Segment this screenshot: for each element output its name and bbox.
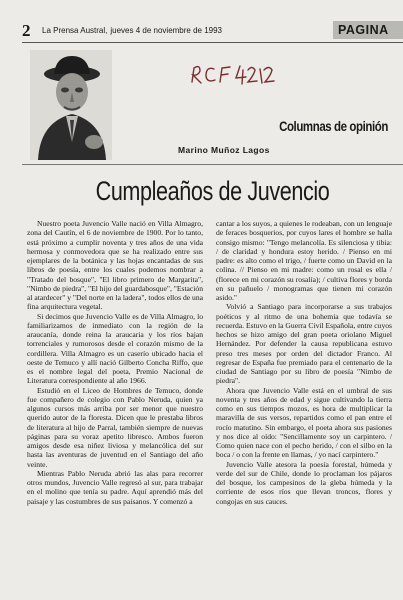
author-name: Marino Muñoz Lagos	[178, 145, 270, 155]
paragraph: Ahora que Juvencio Valle está en el umbral de sus noventa y tres años de edad y sigue cultivando la tierra como en sus tiempos mozos, es hora de multiplicar la maravilla de sus versos, repartidos como el pan entre el rocío matutino. Sin embargo, el poeta ahora sus pasiones y nos dice al oído: "Sencillamente soy un carpintero. / Como quien nace con el pecho herido, / con el silbo en la boca / o con la frente en llamas, / yo nací carpintero."	[216, 385, 392, 460]
handwritten-archive-stamp	[184, 52, 276, 92]
author-photo	[30, 50, 112, 160]
paragraph: Volvió a Santiago para incorporarse a sus trabajos poéticos y al ritmo de una bohemia que todavía se recuerda. Estuvo en la Guerra Civil Española, entre cuyos hechos se hizo amigo del gran poeta oriolano Miguel Hernández. Por defender la causa republicana estuvo preso tres meses por orden del dictador Franco. Al regresar de España fue premiado para el centenario de la ciudad de Santiago por su libro de poesía "Nimbo de piedra".	[216, 302, 392, 386]
paragraph: Mientras Pablo Neruda abrió las alas para recorrer otros mundos, Juvencio Valle regresó al sur, para trabajar en el molino que tenía su padre. Aquí aprendió más del paisaje y las costumbres de sus paisanos. Y comenzó a	[27, 468, 203, 506]
section-divider	[22, 164, 403, 165]
publication-line	[42, 26, 225, 36]
header-divider	[22, 42, 403, 43]
section-label: PAGINA	[333, 21, 403, 39]
paragraph: Nuestro poeta Juvencio Valle nació en Villa Almagro, zona del Cautín, el 6 de noviembre de 1900. Por lo tanto, está próximo a cumplir noventa y tres años de una vida hermosa y conmovedora que se ha realizado entre sus ejemplares de la botánica y las hojas encantadas de sus libros de poesía, entre los cuales podemos nombrar a "Tratado del bosque", "El libro primero de Margarita", "Nimbo de piedra", "El hijo del guardabosque", "Estación al atardecer" y "Del norte en la ladera", todos ellos de una fina arquitectura vegetal.	[27, 219, 203, 312]
newspaper-name: La Prensa Austral,	[42, 26, 108, 35]
article-column-right	[216, 219, 392, 506]
paragraph: Juvencio Valle atesora la poesía forestal, húmeda y verde del sur de Chile, donde lo proclaman los pájaros del bosque, los campesinos de la gleba húmeda y la corriente de esos ríos que llevan troncos, flores y congojas en sus cauces.	[216, 459, 392, 506]
paragraph: cantar a los suyos, a quienes le rodeaban, con un lenguaje de feraces bosquerios, por cuyos lares el hombre se halla consigo mismo: "Tengo melancolía. Es silenciosa y tibia: / de claridad y hondura estoy herido. / Pienso en mi padre: es alto como el trigo, / fuerte como un David en la colina. // Pienso en mi madre: como un rosal es ella / (florece en mi corazón su rosalía); / cultiva flores y borda en su pañuelo / monogramas que tienen mi corazón asido."	[216, 219, 392, 302]
page-number: 2	[22, 21, 31, 40]
page-header	[22, 21, 403, 40]
paragraph: Estudió en el Liceo de Hombres de Temuco, donde fue compañero de colegio con Pablo Neruda, quien ya algunos cursos más arriba por ser menor que nuestro querido autor de la floresta. Dicen que le prestaba libros de literatura al hijo de Parral, también siempre de nuevas páginas para su voraz apetito libresco. Ambos fueron amigos desde esa niñez liviosa y melancólica del sur hasta las aventuras de juventud en el Santiago del año veinte.	[27, 385, 203, 469]
column-title: Columnas de opinión	[279, 118, 388, 134]
article-headline: Cumpleaños de Juvencio	[95, 176, 330, 206]
article-column-left	[27, 219, 203, 506]
publication-date: jueves 4 de noviembre de 1993	[110, 26, 223, 35]
paragraph: Si decimos que Juvencio Valle es de Villa Almagro, lo familiarizamos de inmediato con la región de la araucanía, donde reina la araucaria y los ríos bajan torrenciales y rumorosos desde el corazón mismo de la cordillera. Villa Almagro es un caserío ubicado hacia el oeste de Temuco y allí nació Gilberto Concha Riffo, que es el nombre legal del poeta, Premio Nacional de Literatura correspondiente al año 1966.	[27, 311, 203, 386]
